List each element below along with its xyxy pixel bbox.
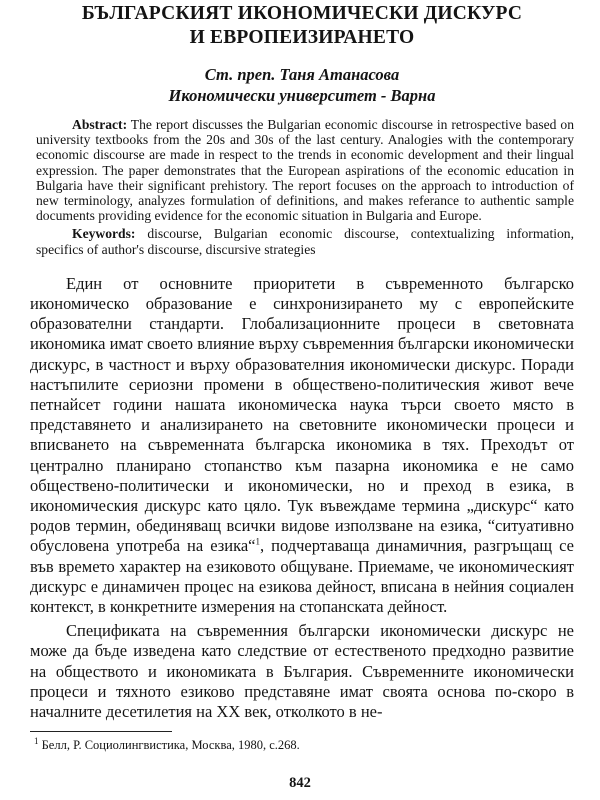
body-paragraph-2: Спецификата на съвременния български икономически дискурс не може да бъде изведена като следствие от естественото предходно развитие на обществото и икономиката в България. Съвременните икономически процеси и тяхното езиково представяне имат своята основа по-скоро в началните десетилетия на XX век, отколкото в не- <box>30 621 574 722</box>
keywords-block <box>36 226 574 256</box>
author-name: Ст. преп. Таня Атанасова <box>204 65 400 84</box>
keywords-text: discourse, Bulgarian economic discourse, contextualizing information, specifics of author's discourse, discursive strategies <box>36 226 574 257</box>
abstract-label: Abstract: <box>72 117 128 132</box>
page-number: 842 <box>289 775 311 791</box>
abstract-block <box>36 117 574 223</box>
paragraph-1-text-b: , подчертаваща динамичния, разгръщащ се във времето характер на езиковото общуване. Приемаме, че икономическият дискурс е динамичен процес на езикова дейност, вписана в нейния социален контекст, в конкретните измерения на стопанската дейност. <box>30 536 574 617</box>
footnote-text: Белл, Р. Социолингвистика, Москва, 1980, с.268. <box>41 738 300 753</box>
title-line-1: БЪЛГАРСКИЯТ ИКОНОМИЧЕСКИ ДИСКУРС <box>81 3 523 24</box>
keywords-label: Keywords: <box>72 226 136 242</box>
footnote-mark: 1 <box>34 736 39 747</box>
footnote-reference[interactable]: 1 <box>255 536 260 547</box>
author-affiliation: Икономически университет - Варна <box>168 86 436 105</box>
article-body <box>30 274 574 722</box>
body-paragraph-1 <box>30 274 574 617</box>
footnote-divider <box>30 731 172 732</box>
title-line-2: И ЕВРОПЕИЗИРАНЕТО <box>189 27 415 48</box>
footnote <box>34 738 574 753</box>
abstract-text: The report discusses the Bulgarian economic discourse in retrospective based on university textbooks from the 20s and 30s of the last century. Analogies with the contemporary economic discourse are made in respect to the trends in economic development and their lingual expression. The paper demonstrates that the European aspirations of the economic education in Bulgaria have their significant prehistory. The report focuses on the approach to introduction of new terminology, analyzes formulation of definitions, and makes referance to authentic sample documents providing evidence for the economic situation in Bulgaria and Europe. <box>36 117 574 224</box>
article-title <box>30 0 574 50</box>
paragraph-1-text-a: Един от основните приоритети в съвременното българско икономическо образование е синхронизирането му с европейските образователни стандарти. Глобализационните процеси в световната икономика имат своето влияние върху съвременния български икономически дискурс, в частност и върху образователния икономически дискурс. Поради настъпилите сериозни промени в обществено-политическия живот вече петнайсет години нашата икономическа наука търси своето място в представянето и анализирането на световните икономически процеси и вписването на съвременната българска икономика в тях. Преходът от централно планирано стопанство към пазарна икономика е не само обществено-политически и икономически, но и преход в езика, в икономическия дискурс като цяло. Тук въвеждаме термина „дискурс“ като родов термин, обединяващ всички видове използване на езика, “ситуативно обусловена употреба на езика“ <box>30 273 574 556</box>
abstract-paragraph <box>36 117 574 223</box>
keywords-paragraph <box>36 226 574 256</box>
